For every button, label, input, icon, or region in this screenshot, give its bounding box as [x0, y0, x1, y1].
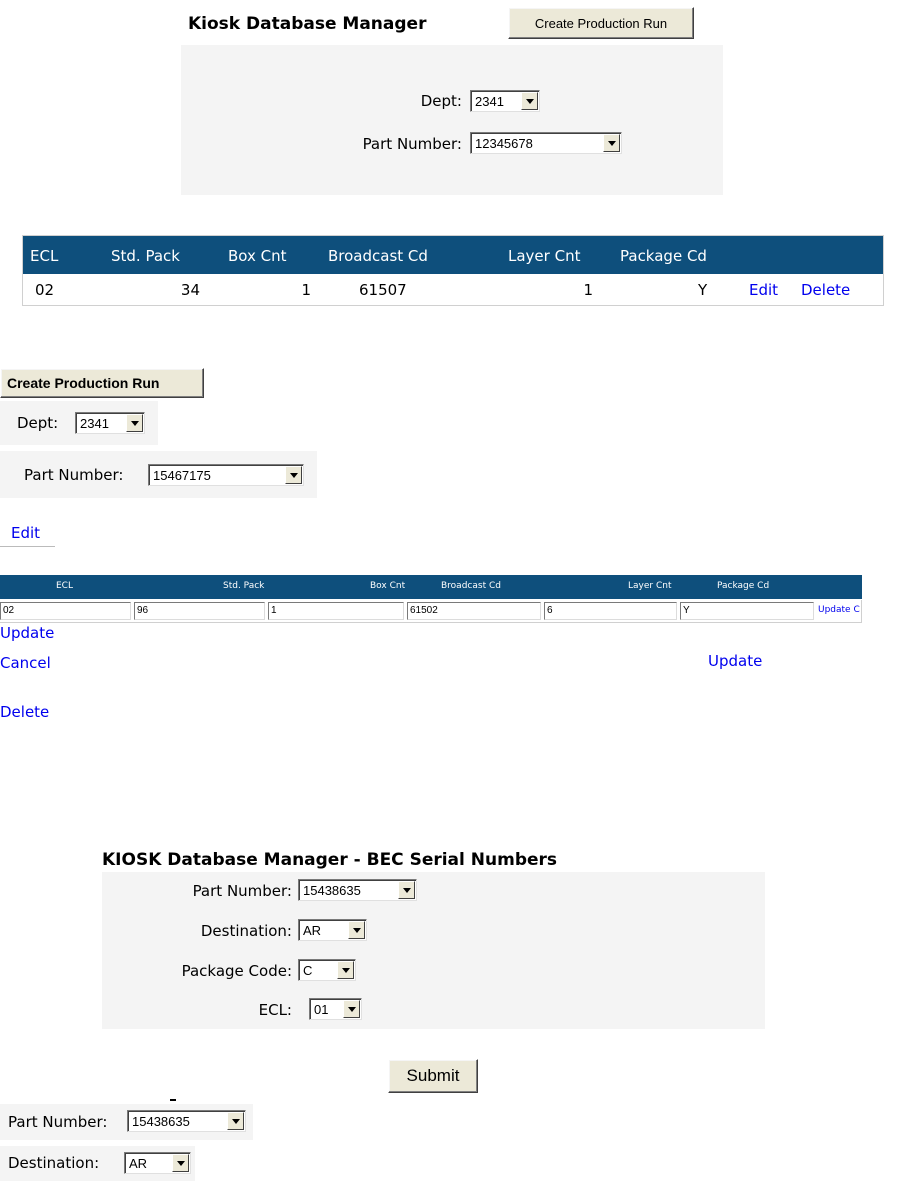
- part-number-select-3-value: 15438635: [132, 1114, 190, 1129]
- cell-package-cd: Y: [698, 281, 708, 299]
- cursor-mark: [170, 1099, 176, 1101]
- update-link-right[interactable]: Update: [708, 652, 763, 670]
- chevron-down-icon[interactable]: [348, 921, 365, 939]
- table-row: [23, 276, 883, 305]
- bec-destination-select[interactable]: [298, 919, 367, 941]
- part-number-select[interactable]: [470, 132, 622, 154]
- destination-label-2: Destination:: [8, 1154, 100, 1172]
- bec-destination-value: AR: [303, 923, 322, 938]
- dept-select-2[interactable]: [75, 412, 145, 434]
- dept-select-value: 2341: [475, 94, 504, 109]
- delete-link-2[interactable]: Delete: [0, 703, 50, 721]
- submit-button[interactable]: Submit: [388, 1059, 478, 1093]
- edit-header-package-cd: Package Cd: [717, 581, 770, 591]
- bec-package-code-select[interactable]: [298, 959, 356, 981]
- section3-title: KIOSK Database Manager - BEC Serial Numbers: [102, 850, 558, 870]
- chevron-down-icon[interactable]: [521, 92, 538, 110]
- chevron-down-icon[interactable]: [126, 414, 143, 432]
- header-broadcast-cd: Broadcast Cd: [328, 247, 428, 265]
- row-update-link[interactable]: Update C: [818, 605, 860, 615]
- bec-ecl-value: 01: [314, 1002, 329, 1017]
- dept-select-2-value: 2341: [80, 416, 109, 431]
- chevron-down-icon[interactable]: [337, 961, 354, 979]
- bec-part-number-label: Part Number:: [192, 882, 292, 900]
- chevron-down-icon[interactable]: [603, 134, 620, 152]
- edit-link-2[interactable]: Edit: [11, 524, 41, 542]
- chevron-down-icon[interactable]: [398, 881, 415, 899]
- bec-ecl-label: ECL:: [258, 1001, 292, 1019]
- part-number-label-2: Part Number:: [24, 466, 124, 484]
- part-number-select-2[interactable]: [148, 464, 304, 486]
- bec-ecl-select[interactable]: [309, 998, 362, 1020]
- part-number-select-value: 12345678: [475, 136, 533, 151]
- cell-ecl: 02: [35, 281, 55, 299]
- header-layer-cnt: Layer Cnt: [508, 247, 581, 265]
- dept-select[interactable]: [470, 90, 540, 112]
- chevron-down-icon[interactable]: [172, 1154, 189, 1172]
- section1-title: Kiosk Database Manager: [188, 14, 427, 34]
- bec-package-code-value: C: [303, 963, 313, 978]
- chevron-down-icon[interactable]: [343, 1000, 360, 1018]
- dept-label: Dept:: [420, 92, 462, 110]
- bec-part-number-value: 15438635: [303, 883, 361, 898]
- destination-select-2[interactable]: [124, 1152, 191, 1174]
- delete-link[interactable]: Delete: [801, 281, 851, 299]
- edit-header-ecl: ECL: [56, 581, 73, 591]
- edit-link[interactable]: Edit: [749, 281, 779, 299]
- part-number-label: Part Number:: [362, 135, 462, 153]
- create-production-run-button[interactable]: Create Production Run: [508, 7, 694, 39]
- layer-cnt-input[interactable]: 6: [544, 602, 677, 620]
- ecl-input[interactable]: 02: [0, 602, 131, 620]
- header-box-cnt: Box Cnt: [228, 247, 287, 265]
- header-std-pack: Std. Pack: [111, 247, 180, 265]
- update-link[interactable]: Update: [0, 624, 55, 642]
- std-pack-input[interactable]: 96: [134, 602, 265, 620]
- package-cd-input[interactable]: Y: [680, 602, 814, 620]
- box-cnt-input[interactable]: 1: [268, 602, 404, 620]
- cell-box-cnt: 1: [301, 281, 311, 299]
- edit-underline: [0, 546, 55, 547]
- edit-header-box-cnt: Box Cnt: [370, 581, 406, 591]
- cancel-link[interactable]: Cancel: [0, 654, 51, 672]
- chevron-down-icon[interactable]: [227, 1112, 244, 1130]
- bec-package-code-label: Package Code:: [181, 962, 292, 980]
- cell-broadcast-cd: 61507: [359, 281, 407, 299]
- part-number-label-3: Part Number:: [8, 1113, 108, 1131]
- dept-label-2: Dept:: [17, 414, 59, 432]
- header-ecl: ECL: [30, 247, 59, 265]
- edit-header-layer-cnt: Layer Cnt: [628, 581, 672, 591]
- bec-part-number-select[interactable]: [298, 879, 417, 901]
- part-number-select-3[interactable]: [127, 1110, 246, 1132]
- edit-header-broadcast-cd: Broadcast Cd: [441, 581, 501, 591]
- part-number-select-2-value: 15467175: [153, 468, 211, 483]
- filter-panel: [181, 45, 723, 195]
- broadcast-cd-input[interactable]: 61502: [407, 602, 541, 620]
- bec-destination-label: Destination:: [200, 922, 292, 940]
- cell-std-pack: 34: [180, 281, 200, 299]
- create-production-run-button-bold[interactable]: Create Production Run: [0, 368, 204, 398]
- edit-header-std-pack: Std. Pack: [223, 581, 265, 591]
- header-package-cd: Package Cd: [620, 247, 707, 265]
- cell-layer-cnt: 1: [583, 281, 593, 299]
- chevron-down-icon[interactable]: [285, 466, 302, 484]
- destination-select-2-value: AR: [129, 1156, 148, 1171]
